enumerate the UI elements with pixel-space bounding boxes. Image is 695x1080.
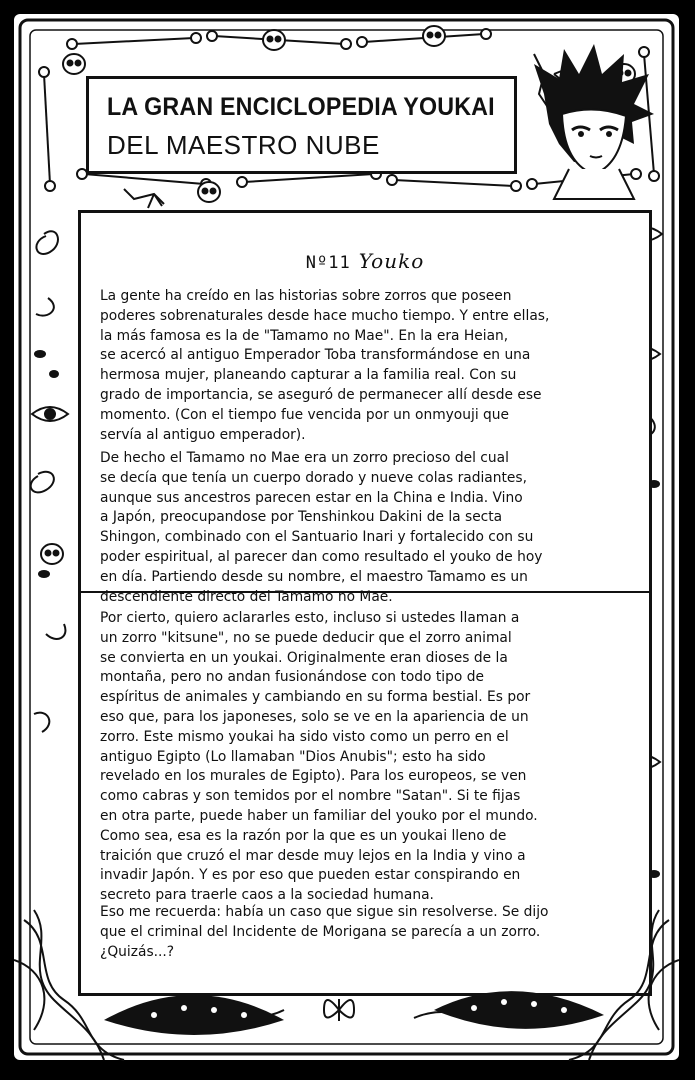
entry-heading [81, 249, 649, 273]
text-line: zorro. Este mismo youkai ha sido visto como un perro en el [100, 728, 509, 745]
title-main: LA GRAN ENCICLOPEDIA YOUKAI [107, 93, 495, 121]
text-line: antiguo Egipto (Lo llamaban "Dios Anubis"; esto ha sido [100, 748, 486, 765]
text-line: poder espiritual, al parecer dan como resultado el youko de hoy [100, 548, 543, 565]
text-line: Por cierto, quiero aclararles esto, incluso si ustedes llaman a [100, 610, 520, 626]
paragraph-2 [100, 449, 636, 607]
text-line: se convierta en un youkai. Originalmente eran dioses de la [100, 649, 508, 666]
encyclopedia-text-panel [78, 210, 652, 996]
text-line: La gente ha creído en las historias sobre zorros que poseen [100, 288, 512, 304]
text-line: en día. Partiendo desde su nombre, el maestro Tamamo es un [100, 568, 528, 585]
text-line: revelado en los murales de Egipto). Para los europeos, se ven [100, 768, 527, 785]
text-line: momento. (Con el tiempo fue vencida por un onmyouji que [100, 406, 510, 423]
text-line: en otra parte, puede haber un familiar del youko por el mundo. [100, 807, 538, 824]
text-line: a Japón, preocupandose por Tenshinkou Dakini de la secta [100, 509, 503, 526]
paragraph-3 [100, 609, 636, 906]
text-line: Como sea, esa es la razón por la que es un youkai lleno de [100, 827, 507, 844]
text-line: descendiente directo del Tamamo no Mae. [100, 588, 393, 605]
section-divider [81, 591, 649, 593]
entry-name: Youko [358, 249, 425, 273]
bottom-decoration-art [14, 900, 679, 1070]
text-line: espíritus de animales y cambiando en su forma bestial. Es por [100, 689, 531, 706]
text-line: hermosa mujer, planeando capturar a la familia real. Con su [100, 367, 517, 384]
text-line: como cabras y son temidos por el nombre "Satan". Si te fijas [100, 788, 521, 805]
text-line: servía al antiguo emperador). [100, 426, 306, 443]
text-line: la más famosa es la de "Tamamo no Mae". En la era Heian, [100, 327, 509, 344]
paragraph-1 [100, 287, 636, 445]
text-line: eso que, para los japoneses, solo se ve en la apariencia de un [100, 708, 529, 725]
text-line: Shingon, combinado con el Santuario Inari y fortalecido con su [100, 529, 534, 546]
text-line: ¿Quizás...? [100, 943, 175, 960]
text-line: aunque sus ancestros parecen estar en la China e India. Vino [100, 489, 523, 506]
text-line: montaña, pero no andan fusionándose con todo tipo de [100, 669, 484, 686]
text-line: un zorro "kitsune", no se puede deducir que el zorro animal [100, 629, 512, 646]
text-line: Eso me recuerda: había un caso que sigue sin resolverse. Se dijo [100, 904, 549, 920]
text-line: que el criminal del Incidente de Morigana se parecía a un zorro. [100, 923, 541, 940]
text-line: secreto para traerle caos a la sociedad humana. [100, 887, 434, 904]
text-line: traición que cruzó el mar desde muy lejos en la India y vino a [100, 847, 526, 864]
text-line: grado de importancia, se aseguró de permanecer allí desde ese [100, 386, 542, 403]
text-line: se decía que tenía un cuerpo dorado y nueve colas radiantes, [100, 469, 527, 486]
character-portrait-illustration [514, 34, 674, 204]
title-banner [86, 76, 517, 174]
title-subtitle: DEL MAESTRO NUBE [107, 130, 380, 160]
entry-number: Nº11 [305, 253, 351, 273]
text-line: se acercó al antiguo Emperador Toba transformándose en una [100, 347, 531, 364]
text-line: poderes sobrenaturales desde hace mucho tiempo. Y entre ellas, [100, 307, 550, 324]
text-line: invadir Japón. Y es por eso que pueden estar conspirando en [100, 867, 521, 884]
text-line: De hecho el Tamamo no Mae era un zorro precioso del cual [100, 450, 509, 466]
